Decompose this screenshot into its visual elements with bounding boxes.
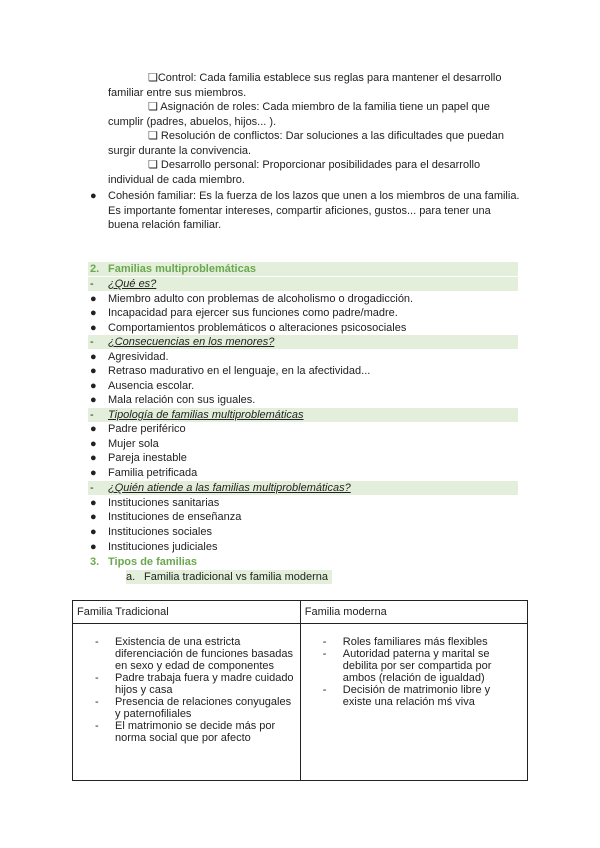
section2-number: 2. (90, 263, 100, 275)
subheading-title: Familia tradicional vs familia moderna (144, 571, 329, 583)
modern-list (301, 630, 527, 708)
group4-item-3: Instituciones sociales (108, 526, 212, 538)
roles-item-2-line1: ❏ Asignación de roles: Cada miembro de la familia tiene un papel que (148, 101, 490, 113)
section3-number: 3. (90, 556, 100, 568)
group1-item-1: Miembro adulto con problemas de alcoholismo o drogadicción. (108, 293, 414, 305)
group4-question: ¿Quién atiende a las familias multiproblemáticas? (108, 482, 351, 494)
bullet-dot-icon: ● (90, 497, 97, 509)
section2-title: Familias multiproblemáticas (108, 263, 256, 275)
comparison-table (72, 600, 528, 781)
group3-item-2: Mujer sola (108, 438, 159, 450)
group4-item-2: Instituciones de enseñanza (108, 511, 242, 523)
bullet-dot-icon: ● (90, 423, 97, 435)
group2-item-4: Mala relación con sus iguales. (108, 394, 256, 406)
roles-item-3-line1: ❏ Resolución de conflictos: Dar soluciones a las dificultades que puedan (148, 130, 504, 142)
bullet-dot-icon: ● (90, 438, 97, 450)
bullet-dot-icon: ● (90, 452, 97, 464)
modern-item-1: - Roles familiares más flexibles (322, 636, 488, 648)
bullet-dot-icon: ● (90, 394, 97, 406)
bullet-dot-icon: ● (90, 467, 97, 479)
group3-dash: - (90, 409, 94, 421)
traditional-list (73, 630, 300, 744)
group4-dash: - (90, 482, 94, 494)
group1-question: ¿Qué es? (108, 278, 157, 290)
group3-question: Tipología de familias multiproblemáticas (108, 409, 304, 421)
traditional-cell (73, 624, 301, 781)
modern-cell (300, 624, 527, 781)
group2-item-2: Retraso madurativo en el lenguaje, en la afectividad... (108, 365, 371, 377)
roles-item-1-line1: ❏Control: Cada familia establece sus reglas para mantener el desarrollo (148, 72, 502, 84)
cohesion-bullet: ● (90, 190, 97, 202)
traditional-item-3: - Presencia de relaciones conyugales y paternofiliales (95, 696, 292, 720)
bullet-dot-icon: ● (90, 365, 97, 377)
modern-item-3: - Decisión de matrimonio libre y existe una relación mś viva (322, 684, 491, 708)
traditional-item-1: - Existencia de una estricta diferenciación de funciones basadas en sexo y edad de componentes (95, 636, 293, 672)
bullet-dot-icon: ● (90, 380, 97, 392)
cohesion-line1: Cohesión familiar: Es la fuerza de los lazos que unen a los miembros de una familia. (108, 190, 520, 202)
group3-item-4: Familia petrificada (108, 467, 198, 479)
roles-item-4-line1: ❏ Desarrollo personal: Proporcionar posibilidades para el desarrollo (148, 159, 481, 171)
section3-title: Tipos de familias (108, 556, 198, 568)
group1-item-2: Incapacidad para ejercer sus funciones como padre/madre. (108, 307, 398, 319)
roles-item-4-line2: individual de cada miembro. (108, 174, 245, 186)
table-header-modern: Familia moderna (300, 601, 527, 624)
group4-item-4: Instituciones judiciales (108, 541, 218, 553)
traditional-item-2: - Padre trabaja fuera y madre cuidado hijos y casa (95, 672, 294, 696)
bullet-dot-icon: ● (90, 307, 97, 319)
group4-item-1: Instituciones sanitarias (108, 497, 220, 509)
bullet-dot-icon: ● (90, 293, 97, 305)
cohesion-line2: Es importante fomentar intereses, compartir aficiones, gustos... para tener una (108, 205, 491, 217)
bullet-dot-icon: ● (90, 351, 97, 363)
subheading-letter: a. (126, 571, 136, 583)
roles-item-1-line2: familiar entre sus miembros. (108, 87, 247, 99)
bullet-dot-icon: ● (90, 322, 97, 334)
group2-question: ¿Consecuencias en los menores? (108, 336, 275, 348)
bullet-dot-icon: ● (90, 526, 97, 538)
roles-item-2-line2: cumplir (padres, abuelos, hijos... ). (108, 116, 277, 128)
group3-item-1: Padre periférico (108, 423, 186, 435)
modern-item-2: - Autoridad paterna y marital se debilita por ser compartida por ambos (relación de igualdad) (322, 648, 492, 684)
roles-item-3-line2: surgir durante la convivencia. (108, 145, 252, 157)
group2-item-1: Agresividad. (108, 351, 169, 363)
group3-item-3: Pareja inestable (108, 452, 187, 464)
group1-item-3: Comportamientos problemáticos o alteraciones psicosociales (108, 322, 407, 334)
bullet-dot-icon: ● (90, 511, 97, 523)
group1-dash: - (90, 278, 94, 290)
cohesion-line3: buena relación familiar. (108, 219, 222, 231)
bullet-dot-icon: ● (90, 541, 97, 553)
traditional-item-4: - El matrimonio se decide más por norma social que por afecto (95, 720, 276, 744)
group2-dash: - (90, 336, 94, 348)
table-header-traditional: Familia Tradicional (73, 601, 301, 624)
group2-item-3: Ausencia escolar. (108, 380, 195, 392)
